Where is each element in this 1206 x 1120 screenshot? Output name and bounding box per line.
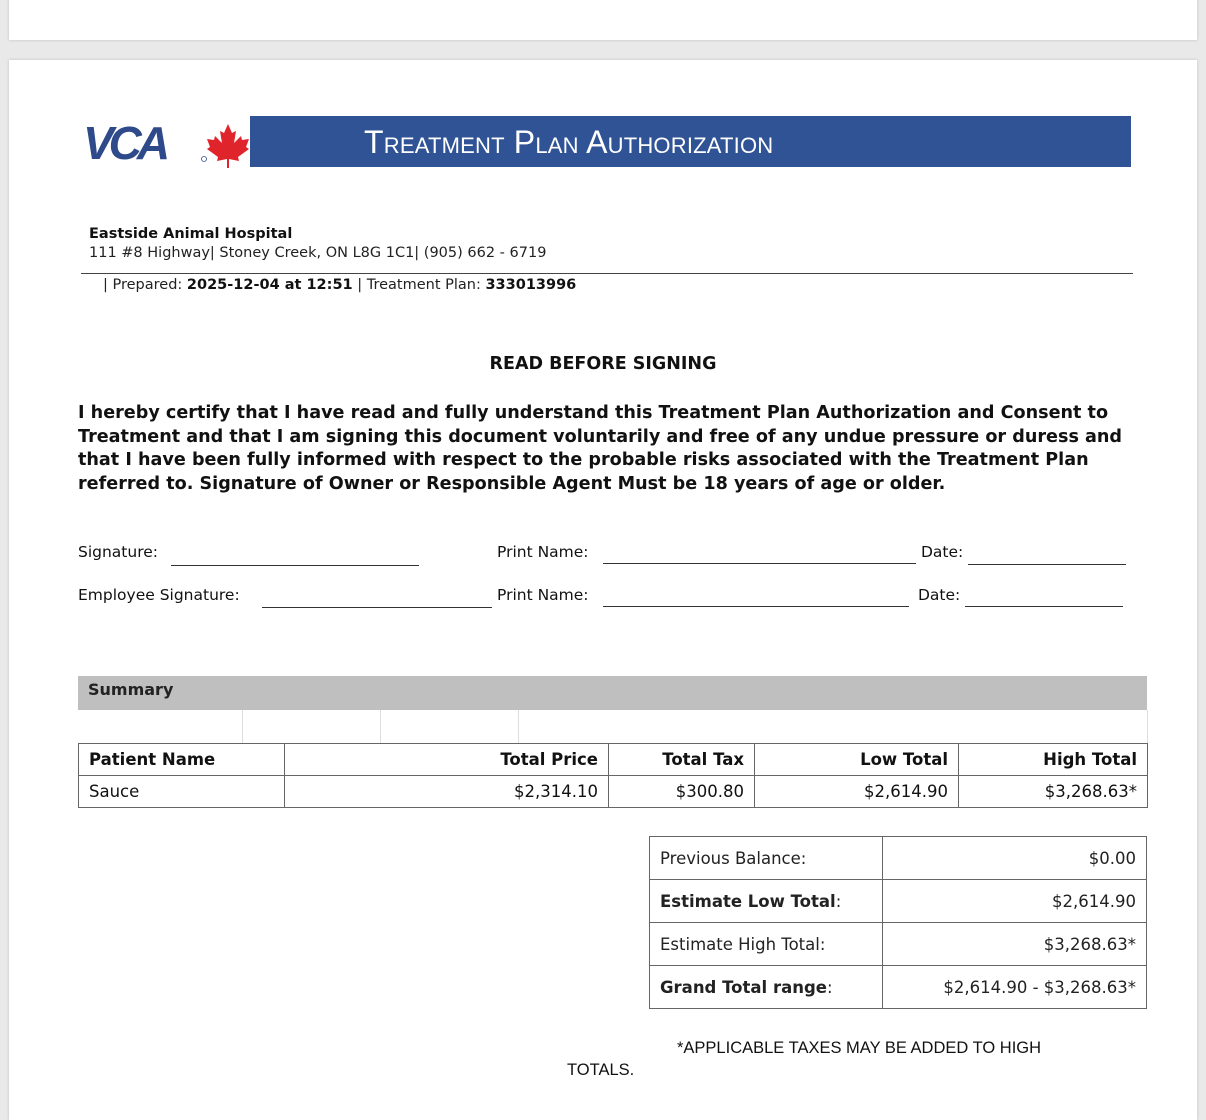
summary-header-row xyxy=(79,744,1148,776)
consent-text: I hereby certify that I have read and fully understand this Treatment Plan Authorization and Consent to Treatment and that I am signing this document voluntarily and free of any undue pressure or duress and that I have been fully informed with respect to the probable risks associated with the Treatment Plan referred to. Signature of Owner or Responsible Agent Must be 18 years of age or older. xyxy=(78,403,1123,494)
totals-table xyxy=(649,836,1147,1009)
col-total-price: Total Price xyxy=(285,744,609,776)
estimate-low-value: $2,614.90 xyxy=(883,880,1147,923)
read-before-heading: READ BEFORE SIGNING xyxy=(489,354,717,374)
print-name-label: Print Name: xyxy=(497,586,589,604)
col-high-total: High Total xyxy=(959,744,1148,776)
owner-date-field[interactable] xyxy=(968,564,1126,565)
title-banner xyxy=(250,116,1131,167)
col-total-tax: Total Tax xyxy=(609,744,755,776)
estimate-high-value: $3,268.63* xyxy=(883,923,1147,966)
patient-name-cell: Sauce xyxy=(79,776,285,808)
employee-signature-label: Employee Signature: xyxy=(78,586,240,604)
spacer-cell xyxy=(78,710,243,743)
print-name-label: Print Name: xyxy=(497,543,589,561)
logo-text: VCA xyxy=(83,117,166,168)
footnote-line-2: TOTALS. xyxy=(567,1061,635,1079)
signature-label: Signature: xyxy=(78,543,158,561)
col-low-total: Low Total xyxy=(755,744,959,776)
header-divider xyxy=(81,273,1133,274)
high-total-cell: $3,268.63* xyxy=(959,776,1148,808)
previous-page xyxy=(9,0,1197,40)
prepared-info xyxy=(103,277,576,293)
document-title: Treatment Plan Authorization xyxy=(364,123,774,160)
col-patient-name: Patient Name xyxy=(79,744,285,776)
plan-label: | Treatment Plan: xyxy=(352,277,486,293)
estimate-high-label: Estimate High Total: xyxy=(650,923,883,966)
summary-header xyxy=(78,676,1147,710)
date-label: Date: xyxy=(921,543,964,561)
previous-balance-row xyxy=(650,837,1147,880)
grand-total-row xyxy=(650,966,1147,1009)
employee-print-name-field[interactable] xyxy=(603,606,909,607)
total-tax-cell: $300.80 xyxy=(609,776,755,808)
summary-title: Summary xyxy=(88,680,174,699)
estimate-high-row xyxy=(650,923,1147,966)
footnote-line-1: *APPLICABLE TAXES MAY BE ADDED TO HIGH xyxy=(677,1039,1042,1057)
spacer-cell xyxy=(380,710,519,743)
vca-logo xyxy=(83,116,253,168)
employee-signature-field[interactable] xyxy=(262,607,492,608)
previous-balance-label: Previous Balance: xyxy=(650,837,883,880)
estimate-low-row xyxy=(650,880,1147,923)
grand-total-label: Grand Total range: xyxy=(650,966,883,1009)
hospital-address: 111 #8 Highway| Stoney Creek, ON L8G 1C1| (905) 662 - 6719 xyxy=(89,245,547,261)
document-page xyxy=(9,60,1197,1120)
spacer-cell xyxy=(242,710,381,743)
date-label: Date: xyxy=(918,586,961,604)
summary-spacer-row xyxy=(78,710,1148,743)
table-row xyxy=(79,776,1148,808)
hospital-name: Eastside Animal Hospital xyxy=(89,226,293,242)
low-total-cell: $2,614.90 xyxy=(755,776,959,808)
total-price-cell: $2,314.10 xyxy=(285,776,609,808)
prepared-label: | Prepared: xyxy=(103,277,187,293)
prepared-datetime: 2025-12-04 at 12:51 xyxy=(186,277,353,293)
maple-leaf-icon xyxy=(207,124,249,168)
grand-total-value: $2,614.90 - $3,268.63* xyxy=(883,966,1147,1009)
estimate-low-label: Estimate Low Total: xyxy=(650,880,883,923)
employee-date-field[interactable] xyxy=(965,606,1123,607)
summary-table xyxy=(78,743,1148,808)
owner-print-name-field[interactable] xyxy=(603,563,916,564)
previous-balance-value: $0.00 xyxy=(883,837,1147,880)
owner-signature-field[interactable] xyxy=(171,565,419,566)
plan-number: 333013996 xyxy=(485,277,577,293)
